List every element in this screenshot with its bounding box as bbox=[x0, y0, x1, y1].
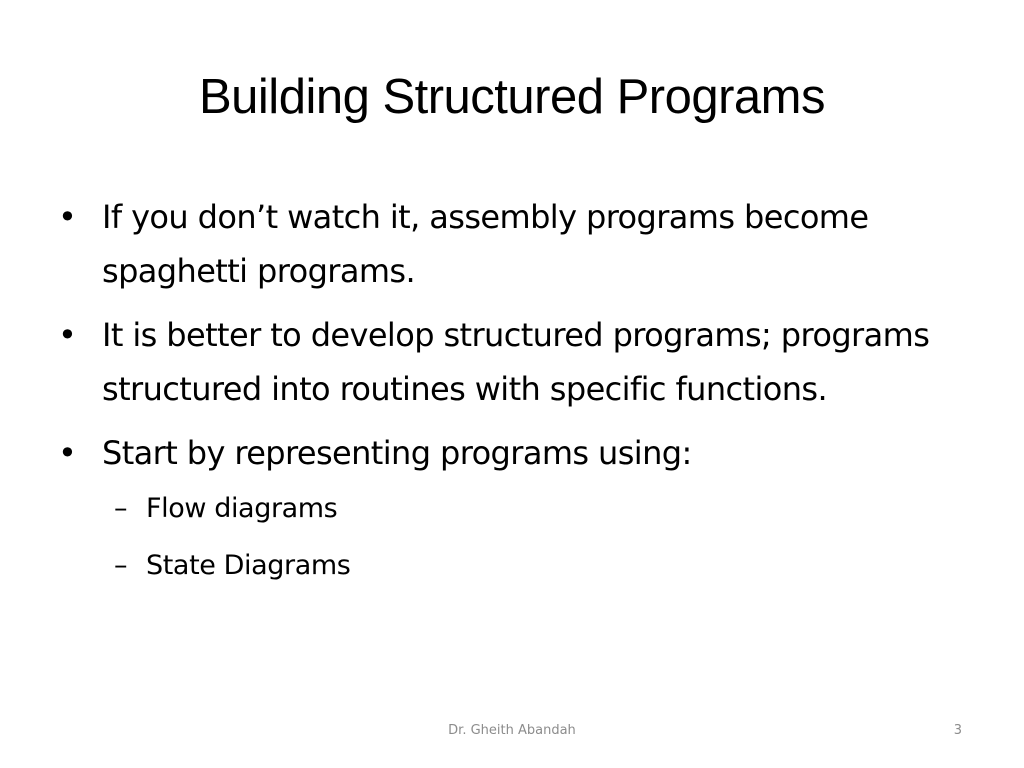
slide-number: 3 bbox=[953, 723, 962, 738]
bullet-item bbox=[58, 426, 958, 480]
bullet-text: If you don’t watch it, assembly programs become spaghetti programs. bbox=[102, 198, 869, 290]
slide-title: Building Structured Programs bbox=[198, 70, 825, 124]
sub-bullet-text: State Diagrams bbox=[146, 550, 351, 581]
sub-bullet-marker: – bbox=[114, 550, 128, 581]
bullet-marker: • bbox=[58, 198, 77, 236]
bullet-item bbox=[58, 308, 958, 416]
sub-bullet-item bbox=[114, 547, 958, 585]
slide-content bbox=[58, 190, 958, 604]
footer-author: Dr. Gheith Abandah bbox=[448, 723, 576, 738]
sub-bullet-marker: – bbox=[114, 493, 128, 524]
bullet-text: It is better to develop structured programs; programs structured into routines with specific functions. bbox=[102, 316, 930, 408]
sub-bullet-text: Flow diagrams bbox=[146, 493, 338, 524]
bullet-marker: • bbox=[58, 316, 77, 354]
bullet-marker: • bbox=[58, 434, 77, 472]
bullet-item bbox=[58, 190, 958, 298]
sub-bullet-item bbox=[114, 490, 958, 528]
bullet-text: Start by representing programs using: bbox=[102, 434, 692, 472]
